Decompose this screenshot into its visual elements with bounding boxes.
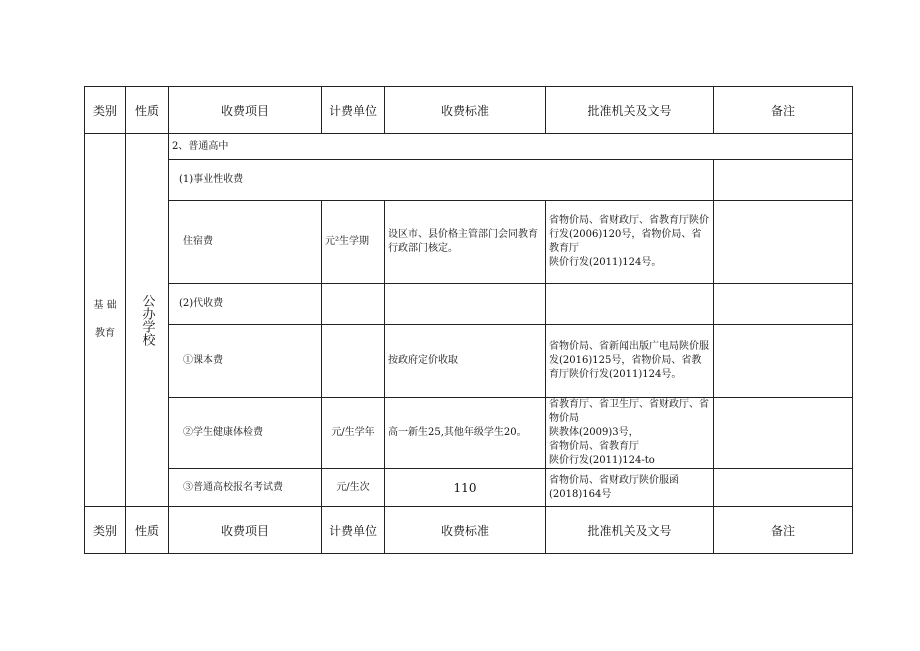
group2-remark (714, 284, 853, 325)
textbook-authority: 省物价局、省新闻出版广电局陕价服发(2016)125号，省物价局、省教育厅陕价行发(2011)124号。 (546, 325, 714, 398)
exam-unit: 元/生次 (322, 469, 385, 507)
exam-standard: 110 (385, 469, 546, 507)
group2-standard (385, 284, 546, 325)
textbook-item: ①课本费 (169, 325, 322, 398)
accommodation-authority-1: 省物价局、省财政厅、省教育厅陕价行发(2006)120号，省物价局、省教育厅 (549, 215, 709, 254)
group2-row (85, 284, 853, 325)
health-authority-1: 省教育厅、省卫生厅、省财政厅、省物价局 (549, 399, 709, 424)
header-remark: 备注 (714, 87, 853, 134)
group2-title: (2)代收费 (169, 284, 322, 325)
section-title: 2、普通高中 (169, 134, 853, 160)
textbook-remark (714, 325, 853, 398)
footer-standard: 收费标准 (385, 507, 546, 554)
table-row (85, 398, 853, 469)
footer-category: 类别 (85, 507, 126, 554)
table-row (85, 325, 853, 398)
category-cell (85, 134, 126, 507)
group1-remark (714, 160, 853, 201)
exam-authority: 省物价局、省财政厅陕价服函(2018)164号 (546, 469, 714, 507)
header-nature: 性质 (126, 87, 169, 134)
accommodation-item: 住宿费 (169, 201, 322, 284)
accommodation-unit: 元²生学期 (322, 201, 385, 284)
footer-header-row (85, 507, 853, 554)
group1-row (85, 160, 853, 201)
table-row (85, 201, 853, 284)
header-item: 收费项目 (169, 87, 322, 134)
nature-value: 公办学校 (139, 294, 155, 346)
health-unit: 元/生学年 (322, 398, 385, 469)
health-authority-4: 陕价行发(2011)124-to (549, 455, 655, 466)
accommodation-authority-2: 陕价行发(2011)124号。 (549, 257, 662, 268)
textbook-standard: 按政府定价收取 (385, 325, 546, 398)
footer-item: 收费项目 (169, 507, 322, 554)
footer-nature: 性质 (126, 507, 169, 554)
accommodation-remark (714, 201, 853, 284)
health-remark (714, 398, 853, 469)
header-unit: 计费单位 (322, 87, 385, 134)
table-row (85, 469, 853, 507)
group2-authority (546, 284, 714, 325)
health-authority-2: 陕教体(2009)3号， (549, 427, 639, 438)
header-authority: 批准机关及文号 (546, 87, 714, 134)
header-standard: 收费标准 (385, 87, 546, 134)
footer-remark: 备注 (714, 507, 853, 554)
footer-unit: 计费单位 (322, 507, 385, 554)
nature-cell (126, 134, 169, 507)
health-standard: 高一新生25,其他年级学生20。 (385, 398, 546, 469)
group2-unit (322, 284, 385, 325)
health-item: ②学生健康体检费 (169, 398, 322, 469)
health-authority (546, 398, 714, 469)
category-line-2: 教育 (95, 328, 115, 339)
header-row (85, 87, 853, 134)
group1-title: (1)事业性收费 (169, 160, 714, 201)
textbook-unit (322, 325, 385, 398)
footer-authority: 批准机关及文号 (546, 507, 714, 554)
accommodation-standard: 设区市、县价格主管部门会同教育行政部门核定。 (385, 201, 546, 284)
fee-table (84, 86, 853, 554)
header-category: 类别 (85, 87, 126, 134)
category-line-1: 基 础 (93, 300, 117, 311)
exam-item: ③普通高校报名考试费 (169, 469, 322, 507)
health-authority-3: 省物价局、省教育厅 (549, 441, 639, 452)
exam-remark (714, 469, 853, 507)
accommodation-authority (546, 201, 714, 284)
section-row (85, 134, 853, 160)
